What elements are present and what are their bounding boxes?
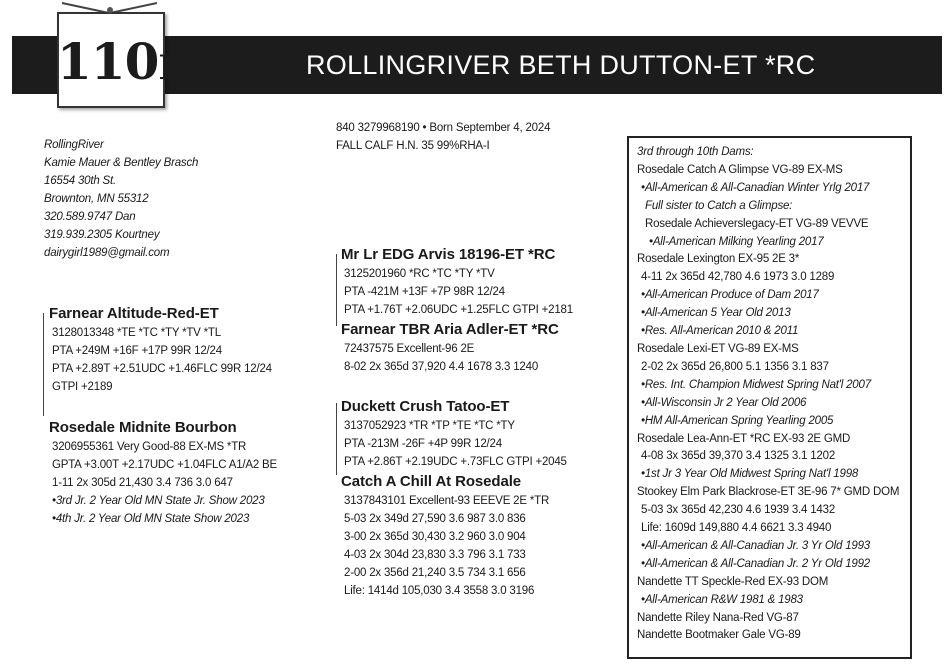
dams-note: •All-American Milking Yearling 2017 <box>649 235 824 248</box>
dams-line: 2-02 2x 365d 26,800 5.1 1356 3.1 837 <box>641 360 829 373</box>
detail-line: GTPI +2189 <box>52 381 113 393</box>
detail-line: 2-00 2x 356d 21,240 3.5 734 3.1 656 <box>344 567 526 579</box>
dams-note: •All-American 5 Year Old 2013 <box>641 307 791 320</box>
award-note: •4th Jr. 2 Year Old MN State Show 2023 <box>52 513 250 525</box>
sire-dam-details <box>52 438 277 528</box>
detail-line: 8-02 2x 365d 37,920 4.4 1678 3.3 1240 <box>344 361 539 373</box>
sire-sire-details <box>52 324 272 396</box>
detail-line: 3137843101 Excellent-93 EEEVE 2E *TR <box>344 495 550 507</box>
dam-details <box>344 492 549 600</box>
sire-granddam-name: Farnear TBR Aria Adler-ET *RC <box>341 321 559 338</box>
dams-line: Rosedale Catch A Glimpse VG-89 EX-MS <box>637 163 843 176</box>
detail-line: Life: 1414d 105,030 3.4 3558 3.0 3196 <box>344 585 535 597</box>
lot-number: 110R <box>57 32 186 91</box>
dams-line: Nandette TT Speckle-Red EX-93 DOM <box>637 575 829 588</box>
sire-name: Mr Lr EDG Arvis 18196-ET *RC <box>341 246 556 263</box>
dams-line: 5-03 3x 365d 42,230 4.6 1939 3.4 1432 <box>641 504 836 517</box>
consignor-line: 320.589.9747 Dan <box>44 211 136 223</box>
detail-line: PTA +249M +16F +17P 99R 12/24 <box>52 345 222 357</box>
animal-class-info: FALL CALF H.N. 35 99%RHA-I <box>336 140 490 152</box>
dams-note: Full sister to Catch a Glimpse: <box>645 199 793 212</box>
dams-note: •HM All-American Spring Yearling 2005 <box>641 414 834 427</box>
dams-line: Nandette Bootmaker Gale VG-89 <box>637 629 801 642</box>
detail-line: 5-03 2x 349d 27,590 3.6 987 3.0 836 <box>344 513 526 525</box>
dams-line: Rosedale Lexington EX-95 2E 3* <box>637 253 800 266</box>
consignor-line: RollingRiver <box>44 139 104 151</box>
detail-line: PTA +2.89T +2.51UDC +1.46FLC 99R 12/24 <box>52 363 272 375</box>
award-note: •3rd Jr. 2 Year Old MN State Jr. Show 2023 <box>52 495 265 507</box>
dams-line: Rosedale Lea-Ann-ET *RC EX-93 2E GMD <box>637 432 851 445</box>
dams-note: •All-American Produce of Dam 2017 <box>641 289 819 302</box>
detail-line: 3128013348 *TE *TC *TY *TV *TL <box>52 327 221 339</box>
dams-line: Life: 1609d 149,880 4.4 6621 3.3 4940 <box>641 522 832 535</box>
lot-suffix: R <box>158 48 186 88</box>
detail-line: PTA -213M -26F +4P 99R 12/24 <box>344 438 502 450</box>
dams-list <box>637 144 899 645</box>
detail-line: 3137052923 *TR *TP *TE *TC *TY <box>344 420 515 432</box>
sire-dam-name: Rosedale Midnite Bourbon <box>49 419 237 436</box>
detail-line: GPTA +3.00T +2.17UDC +1.04FLC A1/A2 BE <box>52 459 277 471</box>
detail-line: 3-00 2x 365d 30,430 3.2 960 3.0 904 <box>344 531 526 543</box>
consignor-line: dairygirl1989@gmail.com <box>44 247 170 259</box>
dams-note: •1st Jr 3 Year Old Midwest Spring Nat'l 1998 <box>641 468 859 481</box>
detail-line: 4-03 2x 304d 23,830 3.3 796 3.1 733 <box>344 549 526 561</box>
dam-name: Catch A Chill At Rosedale <box>341 473 522 490</box>
sire-granddam-details <box>344 340 538 376</box>
dams-line: Nandette Riley Nana-Red VG-87 <box>637 611 799 624</box>
detail-line: PTA -421M +13F +7P 98R 12/24 <box>344 286 505 298</box>
animal-id-birthdate: 840 3279968190 • Born September 4, 2024 <box>336 122 551 134</box>
detail-line: 3206955361 Very Good-88 EX-MS *TR <box>52 441 247 453</box>
detail-line: 72437575 Excellent-96 2E <box>344 343 475 355</box>
sire-details <box>344 265 573 319</box>
detail-line: 3125201960 *RC *TC *TY *TV <box>344 268 495 280</box>
dams-note: •All-American R&W 1981 & 1983 <box>641 593 803 606</box>
dams-note: •All-Wisconsin Jr 2 Year Old 2006 <box>641 396 807 409</box>
dams-note: •All-American & All-Canadian Jr. 3 Yr Old 1993 <box>641 539 870 552</box>
hanger-nail-icon <box>107 7 113 13</box>
pedigree-line <box>336 403 337 475</box>
dams-note: •Res. All-American 2010 & 2011 <box>641 325 799 338</box>
dams-line: Rosedale Lexi-ET VG-89 EX-MS <box>637 342 799 355</box>
detail-line: 1-11 2x 305d 21,430 3.4 736 3.0 647 <box>52 477 233 489</box>
consignor-line: 16554 30th St. <box>44 175 117 187</box>
dams-note: •Res. Int. Champion Midwest Spring Nat'l 2007 <box>641 378 871 391</box>
dams-line: Stookey Elm Park Blackrose-ET 3E-96 7* GMD DOM <box>637 486 900 499</box>
dams-note: 3rd through 10th Dams: <box>637 146 754 158</box>
detail-line: PTA +1.76T +2.06UDC +1.25FLC GTPI +2181 <box>344 304 573 316</box>
detail-line: PTA +2.86T +2.19UDC +.73FLC GTPI +2045 <box>344 456 567 468</box>
dams-line: Rosedale Achieverslegacy-ET VG-89 VEVVE <box>645 217 869 230</box>
dams-line: 4-11 2x 365d 42,780 4.6 1973 3.0 1289 <box>641 271 835 284</box>
pedigree-line <box>43 313 44 416</box>
dams-line: 4-08 3x 365d 39,370 3.4 1325 3.1 1202 <box>641 450 836 463</box>
animal-name: ROLLINGRIVER BETH DUTTON-ET *RC <box>306 50 816 80</box>
sire-sire-name: Farnear Altitude-Red-ET <box>49 305 219 322</box>
dam-sire-details <box>344 417 567 471</box>
consignor-line: 319.939.2305 Kourtney <box>44 229 160 241</box>
consignor-line: Kamie Mauer & Bentley Brasch <box>44 157 199 169</box>
consignor-info <box>44 136 198 262</box>
dam-sire-name: Duckett Crush Tatoo-ET <box>341 398 510 415</box>
consignor-line: Brownton, MN 55312 <box>44 193 149 205</box>
dams-note: •All-American & All-Canadian Winter Yrlg 2017 <box>641 181 870 194</box>
dams-note: •All-American & All-Canadian Jr. 2 Yr Old 1992 <box>641 557 870 570</box>
pedigree-line <box>336 254 337 326</box>
